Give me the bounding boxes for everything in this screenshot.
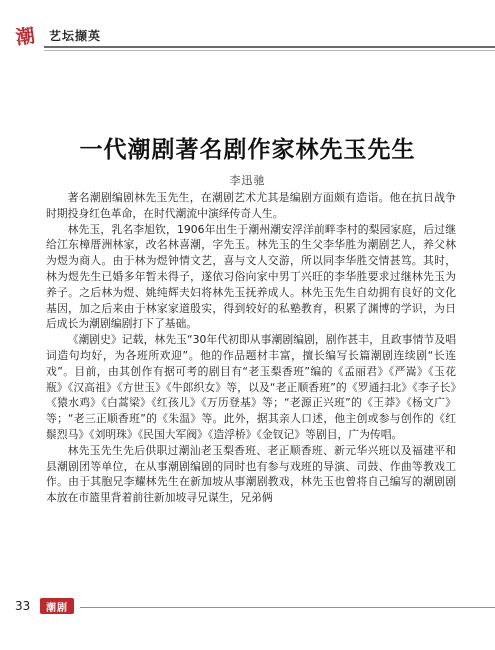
header-divider-thin	[44, 50, 495, 51]
paragraph: 《潮剧史》记载，林先玉“30年代初即从事潮剧编剧，剧作甚丰，且政事情节及唱词造句均好，为各班所欢迎”。他的作品题材丰富，擅长编写长篇潮剧连续剧“长连戏”。目前，由其创作有据可考的剧目有“老玉梨香班”编的《孟丽君》《严嵩》《玉花瓶》《汉高祖》《方世玉》《牛郎织女》等，以及“老正顺香班”的《罗通扫北》《李子长》《猿水鸡》《白蒿梁》《红孩儿》《万历登基》等；“老源正兴班”的《王莽》《杨文广》等；“老三正顺香班”的《朱温》等。此外，据其亲人口述，他主创或参与创作的《红鬃烈马》《刘明珠》《民国大军阀》《造浮桥》《金钗记》等剧目，广为传唱。	[46, 333, 456, 441]
article-body	[46, 190, 456, 506]
magazine-logo-icon: 潮	[14, 24, 37, 49]
footer-logo: 潮剧	[40, 598, 74, 614]
page-number: 33	[15, 599, 31, 613]
column-title: 艺坛撷英	[49, 29, 102, 43]
article-title: 一代潮剧著名剧作家林先玉先生	[79, 137, 416, 164]
article-author: 李迅驰	[229, 174, 266, 187]
header-divider	[44, 46, 495, 48]
paragraph: 林先玉先生先后供职过潮汕老玉梨香班、老正顺香班、新元华兴班以及福建平和县潮剧团等单位，在从事潮剧编剧的同时也有参与戏班的导演、司鼓、作曲等教戏工作。由于其胞兄李耀林先生在新加坡从事潮剧教戏，林先玉也曾将自己编写的潮剧剧本放在市篮里背着前往新加坡寻兄谋生，兄弟俩	[46, 443, 456, 505]
paragraph: 著名潮剧编剧林先玉先生，在潮剧艺术尤其是编剧方面颇有造诣。他在抗日战争时期投身红色革命，在时代潮流中演绎传奇人生。	[46, 191, 456, 220]
footer-divider	[80, 607, 495, 608]
paragraph: 林先玉，乳名李旭钦，1906年出生于潮州潮安浮洋前畔李村的梨园家庭，后过继给江东樟厝洲林家，改名林喜潮，字先玉。林先玉的生父李华胜为潮剧艺人，养父林为煜为商人。由于林为煜钟情文艺，喜与文人交游，所以同李华胜交情甚笃。其时，林为煜先生已婚多年暂未得子，遂依习俗向家中男丁兴旺的李华胜要求过继林先玉为养子。之后林为煜、姚纯辉夫妇将林先玉抚养成人。林先玉先生自幼拥有良好的文化基因，加之后来由于林家家道殷实，得到较好的私塾教育，积累了渊博的学识，为日后成长为潮剧编剧打下了基础。	[46, 222, 456, 331]
